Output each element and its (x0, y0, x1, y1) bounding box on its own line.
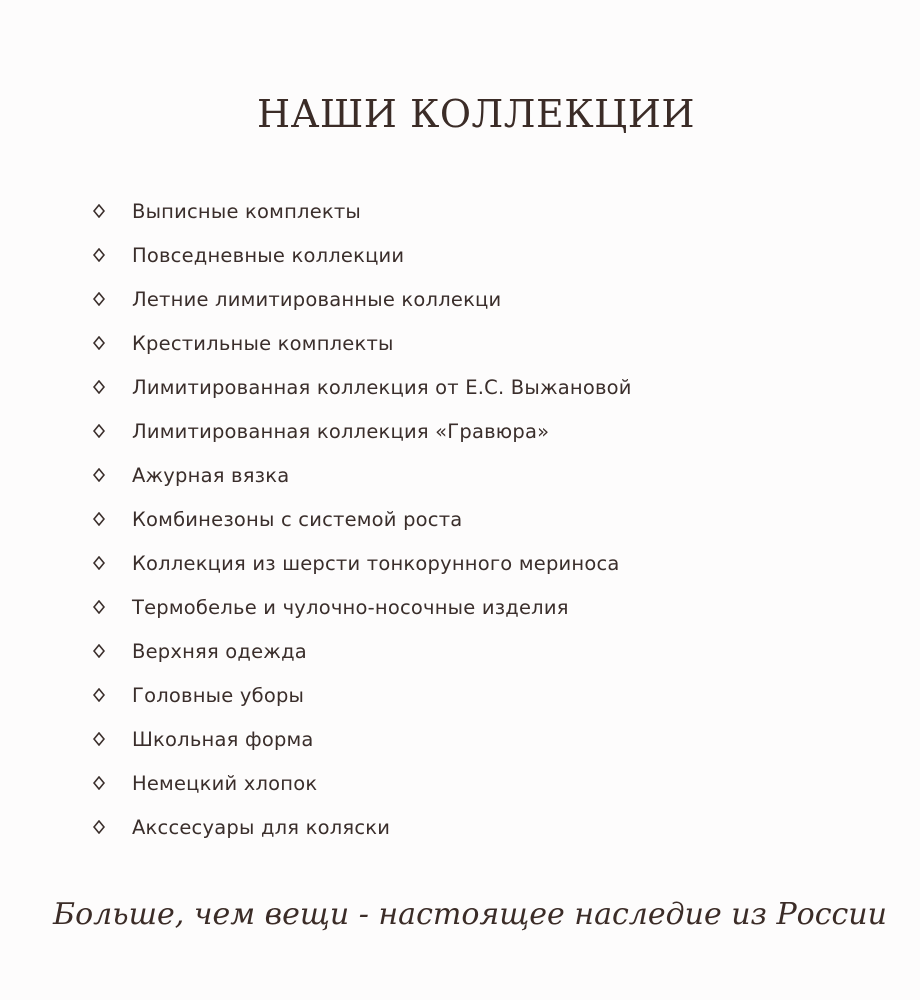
diamond-icon (93, 688, 105, 702)
diamond-icon (93, 776, 105, 790)
collection-item-termobelye[interactable] (90, 585, 632, 629)
diamond-icon (93, 556, 105, 570)
collection-item-golovnye[interactable] (90, 673, 632, 717)
collection-item-vypisnye[interactable] (90, 189, 632, 233)
collection-item-label: Комбинезоны с системой роста (132, 507, 463, 531)
collection-item-label: Лимитированная коллекция «Гравюра» (132, 419, 550, 443)
collection-item-letnie[interactable] (90, 277, 632, 321)
collection-list (90, 189, 632, 849)
diamond-icon (93, 380, 105, 394)
diamond-icon (93, 424, 105, 438)
collection-item-label: Головные уборы (132, 683, 305, 707)
diamond-icon (93, 248, 105, 262)
diamond-icon (93, 468, 105, 482)
collection-item-povsednevnye[interactable] (90, 233, 632, 277)
page-title: НАШИ КОЛЛЕКЦИИ (256, 92, 696, 136)
collection-item-label: Повседневные коллекции (132, 243, 405, 267)
collection-item-aksessuary[interactable] (90, 805, 632, 849)
collection-item-label: Летние лимитированные коллекци (132, 287, 502, 311)
collection-item-label: Выписные комплекты (132, 199, 362, 223)
slogan: Больше, чем вещи - настоящее наследие из России (53, 897, 887, 932)
collection-item-label: Акссесуары для коляски (132, 815, 391, 839)
collection-item-label: Школьная форма (132, 727, 314, 751)
diamond-icon (93, 600, 105, 614)
collection-item-label: Лимитированная коллекция от Е.С. Выжановой (132, 375, 632, 399)
diamond-icon (93, 512, 105, 526)
diamond-icon (93, 732, 105, 746)
collection-item-label: Коллекция из шерсти тонкорунного мериноса (132, 551, 620, 575)
collection-item-label: Термобелье и чулочно-носочные изделия (132, 595, 569, 619)
collection-item-label: Крестильные комплекты (132, 331, 394, 355)
diamond-icon (93, 820, 105, 834)
diamond-icon (93, 644, 105, 658)
collection-item-shkolnaya[interactable] (90, 717, 632, 761)
collection-item-vyzhanova[interactable] (90, 365, 632, 409)
diamond-icon (93, 336, 105, 350)
collection-item-kombinezony[interactable] (90, 497, 632, 541)
collection-item-merinos[interactable] (90, 541, 632, 585)
collection-item-label: Немецкий хлопок (132, 771, 318, 795)
diamond-icon (93, 292, 105, 306)
collection-item-azhurnaya[interactable] (90, 453, 632, 497)
collection-item-label: Ажурная вязка (132, 463, 290, 487)
diamond-icon (93, 204, 105, 218)
collection-item-verkhnyaya[interactable] (90, 629, 632, 673)
collection-item-gravyura[interactable] (90, 409, 632, 453)
collection-item-label: Верхняя одежда (132, 639, 307, 663)
collection-item-khlopok[interactable] (90, 761, 632, 805)
collection-item-krestilnye[interactable] (90, 321, 632, 365)
